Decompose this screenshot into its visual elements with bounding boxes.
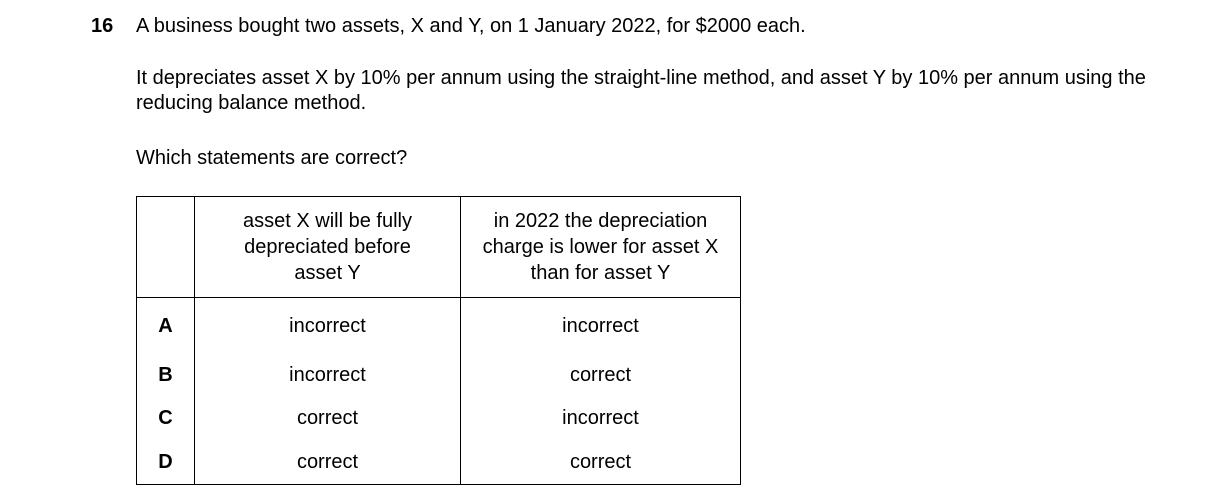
option-statement-2-value: correct xyxy=(461,354,741,397)
question-detail: It depreciates asset X by 10% per annum using the straight-line method, and asset Y by 10% per annum using the reducing balance method. xyxy=(136,67,1146,114)
question-stem: A business bought two assets, X and Y, on 1 January 2022, for $2000 each. xyxy=(136,15,806,37)
option-letter[interactable]: C xyxy=(137,397,195,440)
question-number: 16 xyxy=(91,15,114,37)
option-row-c[interactable] xyxy=(137,397,741,440)
option-statement-2-value: incorrect xyxy=(461,298,741,355)
option-letter[interactable]: D xyxy=(137,440,195,485)
option-letter[interactable]: B xyxy=(137,354,195,397)
option-letter[interactable]: A xyxy=(137,298,195,355)
header-statement-1 xyxy=(195,197,461,298)
header-statement-1-text: asset X will be fully depreciated before asset Y xyxy=(243,210,412,284)
header-letter-cell xyxy=(137,197,195,298)
header-row xyxy=(137,197,741,298)
option-statement-1-value: incorrect xyxy=(195,354,461,397)
option-row-a[interactable] xyxy=(137,298,741,355)
question-prompt: Which statements are correct? xyxy=(136,147,408,169)
header-statement-2 xyxy=(461,197,741,298)
option-row-b[interactable] xyxy=(137,354,741,397)
option-statement-1-value: correct xyxy=(195,440,461,485)
options-table xyxy=(136,196,741,485)
option-statement-2-value: correct xyxy=(461,440,741,485)
option-statement-1-value: incorrect xyxy=(195,298,461,355)
option-statement-2-value: incorrect xyxy=(461,397,741,440)
option-row-d[interactable] xyxy=(137,440,741,485)
header-statement-2-text: in 2022 the depreciation charge is lower for asset X than for asset Y xyxy=(482,210,719,284)
option-statement-1-value: correct xyxy=(195,397,461,440)
